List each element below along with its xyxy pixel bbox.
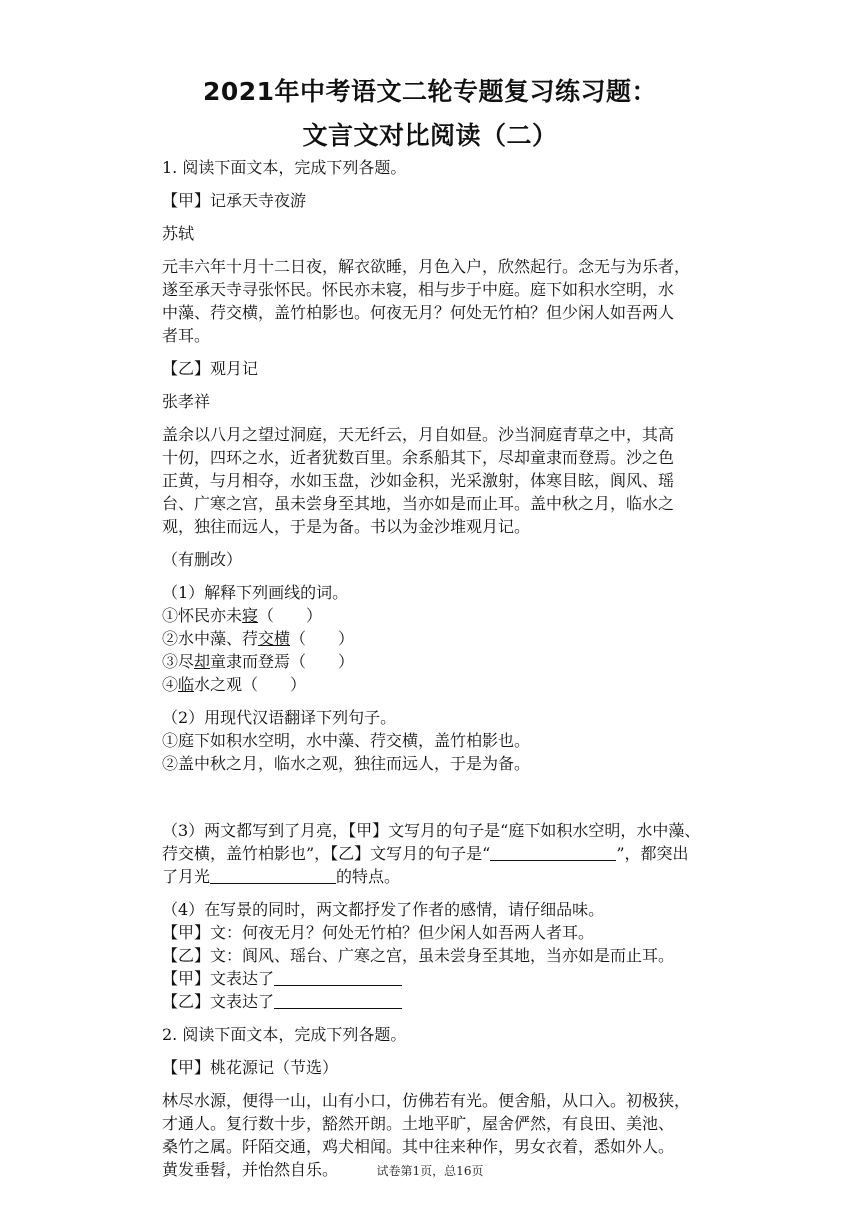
underlined-word: 寝 <box>242 606 259 625</box>
text-line: 黄发垂髫，并怡然自乐。 <box>162 1160 339 1179</box>
translate-item: ①庭下如积水空明，水中藻、荇交横，盖竹柏影也。 <box>162 731 531 750</box>
underlined-word: 临 <box>178 675 195 694</box>
answer-line-jia: 【甲】文表达了 <box>162 967 722 990</box>
sub-question-prompt: （1）解释下列画线的词。 <box>162 583 349 602</box>
passage-jia-title: 【甲】记承天寺夜游 <box>162 191 307 210</box>
vocab-item: ①怀民亦未寝（ ） <box>162 606 323 625</box>
answer-blank[interactable] <box>210 867 336 884</box>
sub-question-1 <box>162 581 722 696</box>
text-line: 十仞，四环之水，近者犹数百里。余系船其下，尽却童隶而登焉。沙之色 <box>162 448 675 467</box>
sub-question-prompt: （2）用现代汉语翻译下列句子。 <box>162 708 397 727</box>
text-line: 荇交横，盖竹柏影也”，【乙】文写月的句子是“ ”，都突出 <box>162 844 689 863</box>
text-line: 遂至承天寺寻张怀民。怀民亦未寝，相与步于中庭。庭下如积水空明，水 <box>162 280 675 299</box>
sub-question-3 <box>162 819 722 888</box>
passage-yi-author: 张孝祥 <box>162 392 211 411</box>
text-line: 中藻、荇交横，盖竹柏影也。何夜无月？何处无竹柏？但少闲人如吾两人 <box>162 303 675 322</box>
passage-2-jia-title: 【甲】桃花源记（节选） <box>162 1058 339 1077</box>
page-title: 2021年中考语文二轮专题复习练习题： <box>202 77 658 106</box>
answer-line-yi: 【乙】文表达了 <box>162 990 722 1013</box>
passage-yi-title: 【乙】观月记 <box>162 359 259 378</box>
text-line: （3）两文都写到了月亮，【甲】文写月的句子是“庭下如积水空明，水中藻、 <box>162 821 701 840</box>
sub-question-2 <box>162 706 722 775</box>
answer-blank[interactable] <box>490 844 616 861</box>
text-line: 桑竹之属。阡陌交通，鸡犬相闻。其中往来种作，男女衣着，悉如外人。 <box>162 1137 675 1156</box>
text-line: 林尽水源，便得一山，山有小口，仿佛若有光。便舍船，从口入。初极狭， <box>162 1091 691 1110</box>
translate-item: ②盖中秋之月，临水之观，独往而远人，于是为备。 <box>162 754 531 773</box>
sub-question-4 <box>162 898 722 1013</box>
text-line: 台、广寒之宫，虽未尝身至其地，当亦如是而止耳。盖中秋之月，临水之 <box>162 494 675 513</box>
document-body <box>162 156 722 1191</box>
text-line: 正黄，与月相夺，水如玉盘，沙如金积，光采激射，体寒目眩，阆风、瑶 <box>162 471 675 490</box>
answer-blank[interactable] <box>274 969 402 986</box>
quote-jia: 【甲】文：何夜无月？何处无竹柏？但少闲人如吾两人者耳。 <box>162 923 595 942</box>
passage-jia-author: 苏轼 <box>162 224 195 243</box>
passage-jia-text <box>162 255 722 347</box>
passage-yi-text <box>162 423 722 538</box>
answer-blank[interactable] <box>274 992 402 1009</box>
vocab-item: ④临水之观（ ） <box>162 675 307 694</box>
sub-question-prompt: （4）在写景的同时，两文都抒发了作者的感情，请仔细品味。 <box>162 900 605 919</box>
text-line: 才通人。复行数十步，豁然开朗。土地平旷，屋舍俨然，有良田、美池、 <box>162 1114 675 1133</box>
underlined-word: 交横 <box>258 629 291 648</box>
text-line: 观，独往而远人，于是为备。书以为金沙堆观月记。 <box>162 517 531 536</box>
page-footer: 试卷第1页，总16页 <box>376 1164 484 1178</box>
text-line: 盖余以八月之望过洞庭，天无纤云，月自如昼。沙当洞庭青草之中，其高 <box>162 425 675 444</box>
text-line: 者耳。 <box>162 326 211 345</box>
vocab-item: ③尽却童隶而登焉（ ） <box>162 652 355 671</box>
text-line: 了月光 的特点。 <box>162 867 401 886</box>
question-2-intro: 2. 阅读下面文本，完成下列各题。 <box>162 1025 407 1044</box>
vocab-item: ②水中藻、荇交横（ ） <box>162 629 355 648</box>
text-line: 元丰六年十月十二日夜，解衣欲睡，月色入户，欣然起行。念无与为乐者， <box>162 257 691 276</box>
abridged-note: （有删改） <box>162 550 243 569</box>
quote-yi: 【乙】文：阆风、瑶台、广寒之宫，虽未尝身至其地，当亦如是而止耳。 <box>162 946 675 965</box>
page-subtitle: 文言文对比阅读（二） <box>302 121 558 150</box>
underlined-word: 却 <box>194 652 211 671</box>
question-1-intro: 1. 阅读下面文本，完成下列各题。 <box>162 158 407 177</box>
